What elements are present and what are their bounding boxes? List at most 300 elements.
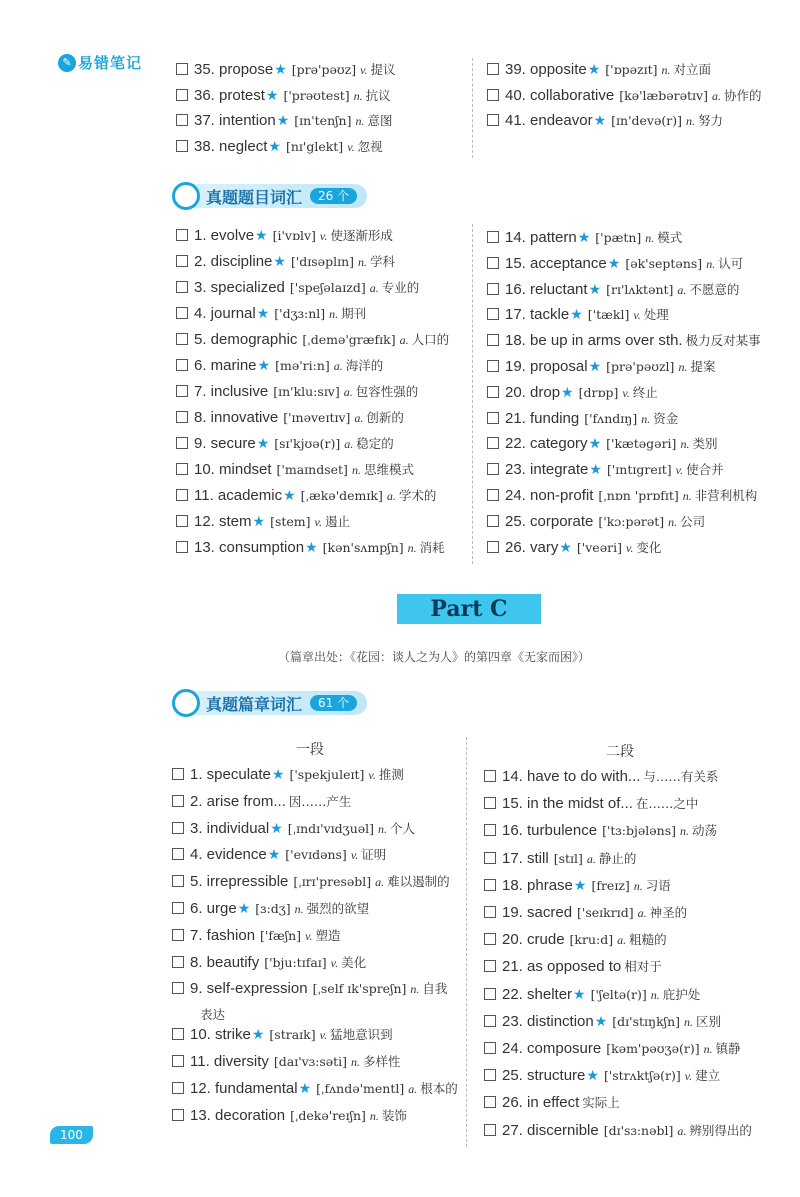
star-icon: ★ <box>270 820 283 837</box>
meaning: 消耗 <box>419 540 445 555</box>
checkbox[interactable] <box>487 308 499 320</box>
meaning: 推测 <box>378 767 404 782</box>
vocab-item <box>484 1039 741 1057</box>
meaning: 努力 <box>697 113 723 128</box>
vocab-item <box>172 765 404 783</box>
vocab-word: 36. protest <box>194 86 265 104</box>
checkbox[interactable] <box>487 114 499 126</box>
vocab-word: 37. intention <box>194 112 276 129</box>
phonetic: [ɪn'tenʃn] <box>294 113 352 128</box>
phonetic: ['pætn] <box>595 230 642 245</box>
vocab-word: 11. diversity <box>190 1053 269 1070</box>
vocab-word: 14. have to do with... <box>502 768 641 785</box>
meaning: 非营利机构 <box>694 488 758 503</box>
meaning: 稳定的 <box>356 436 394 451</box>
part-of-speech: a. <box>399 333 409 347</box>
checkbox[interactable] <box>172 875 184 887</box>
star-icon: ★ <box>588 281 602 298</box>
meaning: 创新的 <box>366 410 404 425</box>
phonetic: ['tækl] <box>587 307 630 323</box>
vocab-word: 6. marine <box>194 357 257 374</box>
vocab-item <box>484 849 636 867</box>
meaning: 神圣的 <box>649 905 688 920</box>
vocab-item <box>176 111 392 129</box>
part-of-speech: a. <box>677 1123 687 1138</box>
vocab-word: 2. arise from... <box>190 792 286 810</box>
vocab-word: 6. urge <box>190 900 237 917</box>
star-icon: ★ <box>256 306 270 322</box>
vocab-item <box>176 226 393 244</box>
part-of-speech: v. <box>684 1069 693 1084</box>
checkbox[interactable] <box>487 89 499 101</box>
phonetic: [ˌdekə'reɪʃn] <box>290 1107 366 1123</box>
vocab-word: 19. proposal <box>505 358 588 375</box>
part-of-speech: a. <box>369 281 379 295</box>
magnifier-icon <box>172 689 200 717</box>
star-icon: ★ <box>589 462 602 479</box>
phonetic: [nɪ'glekt] <box>285 138 344 154</box>
side-label <box>58 52 142 73</box>
meaning: 包容性强的 <box>355 384 419 399</box>
part-of-speech: n. <box>378 821 388 836</box>
part-of-speech: n. <box>641 411 651 426</box>
checkbox[interactable] <box>487 63 499 75</box>
checkbox[interactable] <box>172 956 184 968</box>
vocab-word: 9. secure <box>194 435 256 452</box>
part-of-speech: n. <box>668 514 678 529</box>
meaning: 期刊 <box>341 306 367 321</box>
part-of-speech: v. <box>368 768 376 782</box>
vocab-word: 18. be up in arms over sth. <box>505 332 683 350</box>
meaning: 建立 <box>695 1068 721 1084</box>
vocab-item <box>176 86 391 104</box>
vocab-word: 16. reluctant <box>505 280 588 298</box>
part-of-speech: n. <box>684 1014 693 1029</box>
vocab-word: 39. opposite <box>505 61 587 78</box>
checkbox[interactable] <box>176 229 188 241</box>
checkbox[interactable] <box>484 1124 496 1136</box>
part-of-speech: v. <box>625 540 634 555</box>
vocab-word: 24. non-profit <box>505 487 594 504</box>
meaning: 区别 <box>696 1013 722 1029</box>
meaning: 公司 <box>680 513 706 529</box>
checkbox[interactable] <box>487 360 499 372</box>
meaning: 习语 <box>645 877 671 893</box>
phonetic: [ˌdemə'græfɪk] <box>302 332 396 347</box>
checkbox[interactable] <box>176 114 188 126</box>
column-divider <box>472 224 473 564</box>
vocab-word: 25. corporate <box>505 512 594 530</box>
vocab-word: 8. beautify <box>190 953 260 971</box>
vocab-item <box>172 979 447 997</box>
part-of-speech: n. <box>678 360 688 374</box>
vocab-word: 3. individual <box>190 819 270 837</box>
phonetic: [ˌækə'demɪk] <box>300 488 383 503</box>
part-of-speech: v. <box>633 308 641 323</box>
part-of-speech: n. <box>358 255 368 269</box>
checkbox[interactable] <box>176 541 188 553</box>
checkbox[interactable] <box>172 1082 184 1094</box>
vocab-item <box>484 1093 620 1111</box>
meaning: 思维模式 <box>363 462 414 477</box>
part-of-speech: a. <box>408 1081 418 1096</box>
phonetic: ['evɪdəns] <box>285 847 347 863</box>
vocab-word: 20. drop <box>505 383 561 401</box>
phonetic: [kə'læbərətɪv] <box>619 87 708 103</box>
meaning: 相对于 <box>624 959 662 975</box>
part-of-speech: n. <box>680 824 689 839</box>
meaning: 变化 <box>636 539 662 555</box>
checkbox[interactable] <box>176 489 188 501</box>
vocab-item <box>484 876 671 894</box>
meaning: 认可 <box>718 255 744 271</box>
phonetic: ['kɔ:pərət] <box>598 513 665 529</box>
part-of-speech: v. <box>347 139 355 154</box>
vocab-word: 4. journal <box>194 305 256 322</box>
vocab-word: 15. in the midst of... <box>502 795 633 813</box>
checkbox[interactable] <box>484 906 496 918</box>
checkbox[interactable] <box>176 437 188 449</box>
checkbox[interactable] <box>487 386 499 398</box>
vocab-word: 20. crude <box>502 931 565 949</box>
vocab-item <box>484 1121 752 1139</box>
checkbox[interactable] <box>176 307 188 319</box>
phonetic: [prə'pəʊz] <box>291 62 357 77</box>
star-icon: ★ <box>256 436 270 452</box>
checkbox[interactable] <box>487 231 499 243</box>
phonetic: [daɪ'vɜ:səti] <box>273 1054 348 1069</box>
star-icon: ★ <box>586 1068 599 1085</box>
checkbox[interactable] <box>487 412 499 424</box>
checkbox[interactable] <box>484 1042 496 1054</box>
passage-source: （篇章出处：《花园：谈人之为人》的第四章《无家而困》） <box>278 650 591 664</box>
checkbox[interactable] <box>176 385 188 397</box>
vocab-item <box>484 794 698 812</box>
checkbox[interactable] <box>172 1055 184 1067</box>
phonetic: ['ɪntɪgreɪt] <box>606 462 672 478</box>
meaning: 多样性 <box>363 1054 401 1069</box>
vocab-item <box>172 1106 407 1124</box>
vocab-item <box>487 111 723 129</box>
checkbox[interactable] <box>487 515 499 527</box>
section-banner-questions <box>172 183 367 209</box>
meaning: 难以遏制的 <box>387 874 450 890</box>
word-count-badge: 61 个 <box>310 695 357 711</box>
phonetic: [kru:d] <box>569 932 614 948</box>
checkbox[interactable] <box>484 1069 496 1081</box>
checkbox[interactable] <box>176 333 188 345</box>
star-icon: ★ <box>273 254 286 270</box>
phonetic: ['maɪndset] <box>276 462 348 477</box>
part-of-speech: a. <box>586 851 596 866</box>
vocab-item <box>487 460 724 478</box>
checkbox[interactable] <box>484 824 496 836</box>
vocab-item <box>487 331 761 349</box>
checkbox[interactable] <box>487 437 499 449</box>
vocab-word: 1. speculate <box>190 766 271 783</box>
checkbox[interactable] <box>172 982 184 994</box>
part-of-speech: v. <box>314 515 322 529</box>
phonetic: ['seɪkrɪd] <box>577 905 634 920</box>
vocab-item <box>487 254 743 272</box>
checkbox[interactable] <box>484 797 496 809</box>
section-title: 真题篇章词汇 <box>206 694 303 714</box>
vocab-item <box>176 486 436 504</box>
star-icon: ★ <box>298 1080 312 1097</box>
star-icon: ★ <box>607 255 621 272</box>
part-of-speech: n. <box>650 987 660 1002</box>
vocab-item <box>487 280 739 298</box>
star-icon: ★ <box>594 1013 608 1030</box>
vocab-item <box>484 767 718 785</box>
star-icon: ★ <box>274 62 287 78</box>
part-of-speech: n. <box>410 982 420 997</box>
part-of-speech: v. <box>675 463 684 478</box>
vocab-item <box>176 408 404 426</box>
part-of-speech: n. <box>633 878 643 893</box>
phonetic: [sɪ'kjʊə(r)] <box>274 436 341 451</box>
meaning: 根本的 <box>420 1080 458 1096</box>
vocab-word: 35. propose <box>194 61 274 78</box>
star-icon: ★ <box>276 113 290 129</box>
checkbox[interactable] <box>487 257 499 269</box>
part-of-speech: n. <box>351 463 361 477</box>
pen-icon: ✎ <box>58 54 76 72</box>
meaning: 极力反对某事 <box>685 333 761 349</box>
meaning: 个人 <box>390 820 416 836</box>
star-icon: ★ <box>588 436 602 453</box>
vocab-item <box>176 434 394 452</box>
vocab-word: 23. distinction <box>502 1012 594 1030</box>
part-of-speech: a. <box>677 282 687 297</box>
phonetic: [ˌɪndɪ'vɪdʒuəl] <box>287 820 375 836</box>
part-of-speech: a. <box>344 437 354 451</box>
checkbox[interactable] <box>487 541 499 553</box>
vocab-word: 11. academic <box>194 487 283 504</box>
phonetic: [straɪk] <box>269 1027 316 1043</box>
star-icon: ★ <box>237 901 251 917</box>
vocab-item <box>487 60 711 78</box>
part-of-speech: a. <box>354 411 364 425</box>
checkbox[interactable] <box>484 879 496 891</box>
star-icon: ★ <box>561 384 574 401</box>
phonetic: [dɪ'sɜ:nəbl] <box>603 1122 674 1138</box>
vocab-word: 12. fundamental <box>190 1079 298 1097</box>
vocab-word: 7. inclusive <box>194 383 269 400</box>
phonetic: [ɜ:dʒ] <box>255 901 291 916</box>
vocab-item <box>172 845 386 863</box>
checkbox[interactable] <box>487 489 499 501</box>
vocab-word: 5. demographic <box>194 331 298 348</box>
meaning: 意图 <box>367 113 393 128</box>
meaning: 终止 <box>632 384 658 400</box>
checkbox[interactable] <box>484 1015 496 1027</box>
phonetic: [drɒp] <box>578 384 619 400</box>
column-divider <box>466 737 467 1147</box>
vocab-item <box>487 86 762 104</box>
part-of-speech: n. <box>661 63 671 77</box>
vocab-word: 7. fashion <box>190 926 256 944</box>
vocab-word: 19. sacred <box>502 904 573 921</box>
vocab-item <box>176 460 414 478</box>
checkbox[interactable] <box>172 1109 184 1121</box>
meaning: 抗议 <box>365 87 391 103</box>
vocab-item <box>172 1052 401 1070</box>
checkbox[interactable] <box>484 1096 496 1108</box>
part-of-speech: v. <box>305 928 313 943</box>
checkbox[interactable] <box>484 988 496 1000</box>
star-icon: ★ <box>588 359 602 375</box>
vocab-word: 27. discernible <box>502 1121 599 1139</box>
vocab-word: 8. innovative <box>194 409 279 426</box>
vocab-word: 21. funding <box>505 409 580 427</box>
checkbox[interactable] <box>176 463 188 475</box>
meaning: 镇静 <box>715 1041 741 1056</box>
phonetic: ['fʌndɪŋ] <box>584 410 638 426</box>
checkbox[interactable] <box>487 283 499 295</box>
phonetic: [ɪn'devə(r)] <box>611 113 682 128</box>
part-of-speech: a. <box>617 933 627 948</box>
phonetic: [prə'pəʊzl] <box>606 359 675 374</box>
checkbox[interactable] <box>172 1028 184 1040</box>
meaning: 动荡 <box>692 823 718 839</box>
vocab-item <box>176 60 396 78</box>
checkbox[interactable] <box>176 281 188 293</box>
star-icon: ★ <box>283 488 296 504</box>
side-label-text: 易错笔记 <box>78 54 143 72</box>
vocab-item <box>487 409 678 427</box>
vocab-word: 14. pattern <box>505 229 577 246</box>
checkbox[interactable] <box>176 140 188 152</box>
part-of-speech: v. <box>319 229 328 243</box>
phonetic: ['ʃeltə(r)] <box>590 986 647 1002</box>
meaning: 专业的 <box>381 280 420 295</box>
star-icon: ★ <box>251 1027 265 1044</box>
column-divider <box>472 58 473 158</box>
meaning: 协作的 <box>724 87 762 103</box>
part-of-speech: n. <box>645 231 655 245</box>
vocab-item <box>484 930 667 948</box>
checkbox[interactable] <box>484 770 496 782</box>
phonetic: [ək'septəns] <box>625 255 703 271</box>
vocab-item <box>487 305 669 323</box>
meaning: 学科 <box>370 254 396 269</box>
vocab-item <box>176 252 395 270</box>
checkbox[interactable] <box>172 929 184 941</box>
meaning: 遏止 <box>324 514 350 529</box>
vocab-item <box>176 330 449 348</box>
vocab-item <box>484 903 687 921</box>
meaning: 实际上 <box>582 1095 620 1111</box>
vocab-item <box>176 356 383 374</box>
phonetic: ['strʌktʃə(r)] <box>603 1068 681 1084</box>
checkbox[interactable] <box>487 334 499 346</box>
checkbox[interactable] <box>172 822 184 834</box>
part-of-speech: n. <box>355 114 365 128</box>
vocab-item <box>172 1025 393 1043</box>
phonetic: [kəm'pəʊʒə(r)] <box>606 1041 700 1056</box>
vocab-item <box>487 383 658 401</box>
vocab-item <box>172 953 366 971</box>
checkbox[interactable] <box>176 255 188 267</box>
part-of-speech: v. <box>319 1028 328 1043</box>
checkbox[interactable] <box>484 960 496 972</box>
meaning: 对立面 <box>673 62 712 77</box>
vocab-word: 1. evolve <box>194 227 255 244</box>
vocab-word: 13. consumption <box>194 539 305 556</box>
vocab-word: 3. specialized <box>194 279 285 296</box>
checkbox[interactable] <box>484 933 496 945</box>
checkbox[interactable] <box>172 768 184 780</box>
checkbox[interactable] <box>176 359 188 371</box>
phonetic: [ˌfʌndə'mentl] <box>316 1080 405 1096</box>
meaning: 与……有关系 <box>643 769 719 784</box>
checkbox[interactable] <box>176 411 188 423</box>
checkbox[interactable] <box>172 902 184 914</box>
checkbox[interactable] <box>484 852 496 864</box>
vocab-item <box>484 821 717 839</box>
vocab-word: 16. turbulence <box>502 822 598 840</box>
part-of-speech: a. <box>343 385 353 399</box>
part-of-speech: n. <box>682 489 692 503</box>
vocab-word: 26. vary <box>505 538 559 556</box>
vocab-item <box>487 228 682 246</box>
meaning: 因……产生 <box>288 793 352 809</box>
meaning: 学术的 <box>398 488 437 503</box>
checkbox[interactable] <box>176 515 188 527</box>
part-of-speech: v. <box>350 848 359 863</box>
magnifier-icon <box>172 182 200 210</box>
part-of-speech: a. <box>333 359 343 373</box>
meaning: 辨别得出的 <box>689 1122 752 1138</box>
meaning: 强烈的欲望 <box>306 901 370 916</box>
vocab-item <box>176 538 445 556</box>
vocab-word: 2. discipline <box>194 253 273 270</box>
star-icon: ★ <box>587 62 601 78</box>
checkbox[interactable] <box>487 463 499 475</box>
meaning: 塑造 <box>315 927 341 943</box>
part-of-speech: a. <box>637 906 647 920</box>
vocab-item <box>487 357 715 375</box>
star-icon: ★ <box>267 847 281 864</box>
vocab-item <box>176 137 383 155</box>
vocab-word: 21. as opposed to <box>502 958 622 976</box>
part-of-speech: v. <box>360 63 368 77</box>
part-of-speech: n. <box>329 307 339 321</box>
vocab-word: 12. stem <box>194 513 252 530</box>
vocab-item <box>172 926 341 944</box>
vocab-word: 17. tackle <box>505 306 570 324</box>
vocab-item <box>487 434 717 452</box>
checkbox[interactable] <box>172 795 184 807</box>
meaning: 在……之中 <box>635 796 699 812</box>
checkbox[interactable] <box>176 63 188 75</box>
phonetic: ['ɒpəzɪt] <box>605 62 658 77</box>
meaning: 类别 <box>692 436 718 452</box>
part-of-speech: a. <box>386 489 396 503</box>
part-c-title: Part C <box>397 594 541 624</box>
phonetic: ['spekjuleɪt] <box>289 767 365 782</box>
vocab-item <box>172 872 450 890</box>
paragraph-heading-1: 一段 <box>296 742 324 758</box>
vocab-word: 10. mindset <box>194 461 272 478</box>
vocab-item <box>172 792 351 810</box>
checkbox[interactable] <box>172 848 184 860</box>
star-icon: ★ <box>265 87 279 104</box>
phonetic: ['bju:tɪfaɪ] <box>264 954 327 970</box>
part-of-speech: n. <box>369 1108 379 1123</box>
checkbox[interactable] <box>176 89 188 101</box>
